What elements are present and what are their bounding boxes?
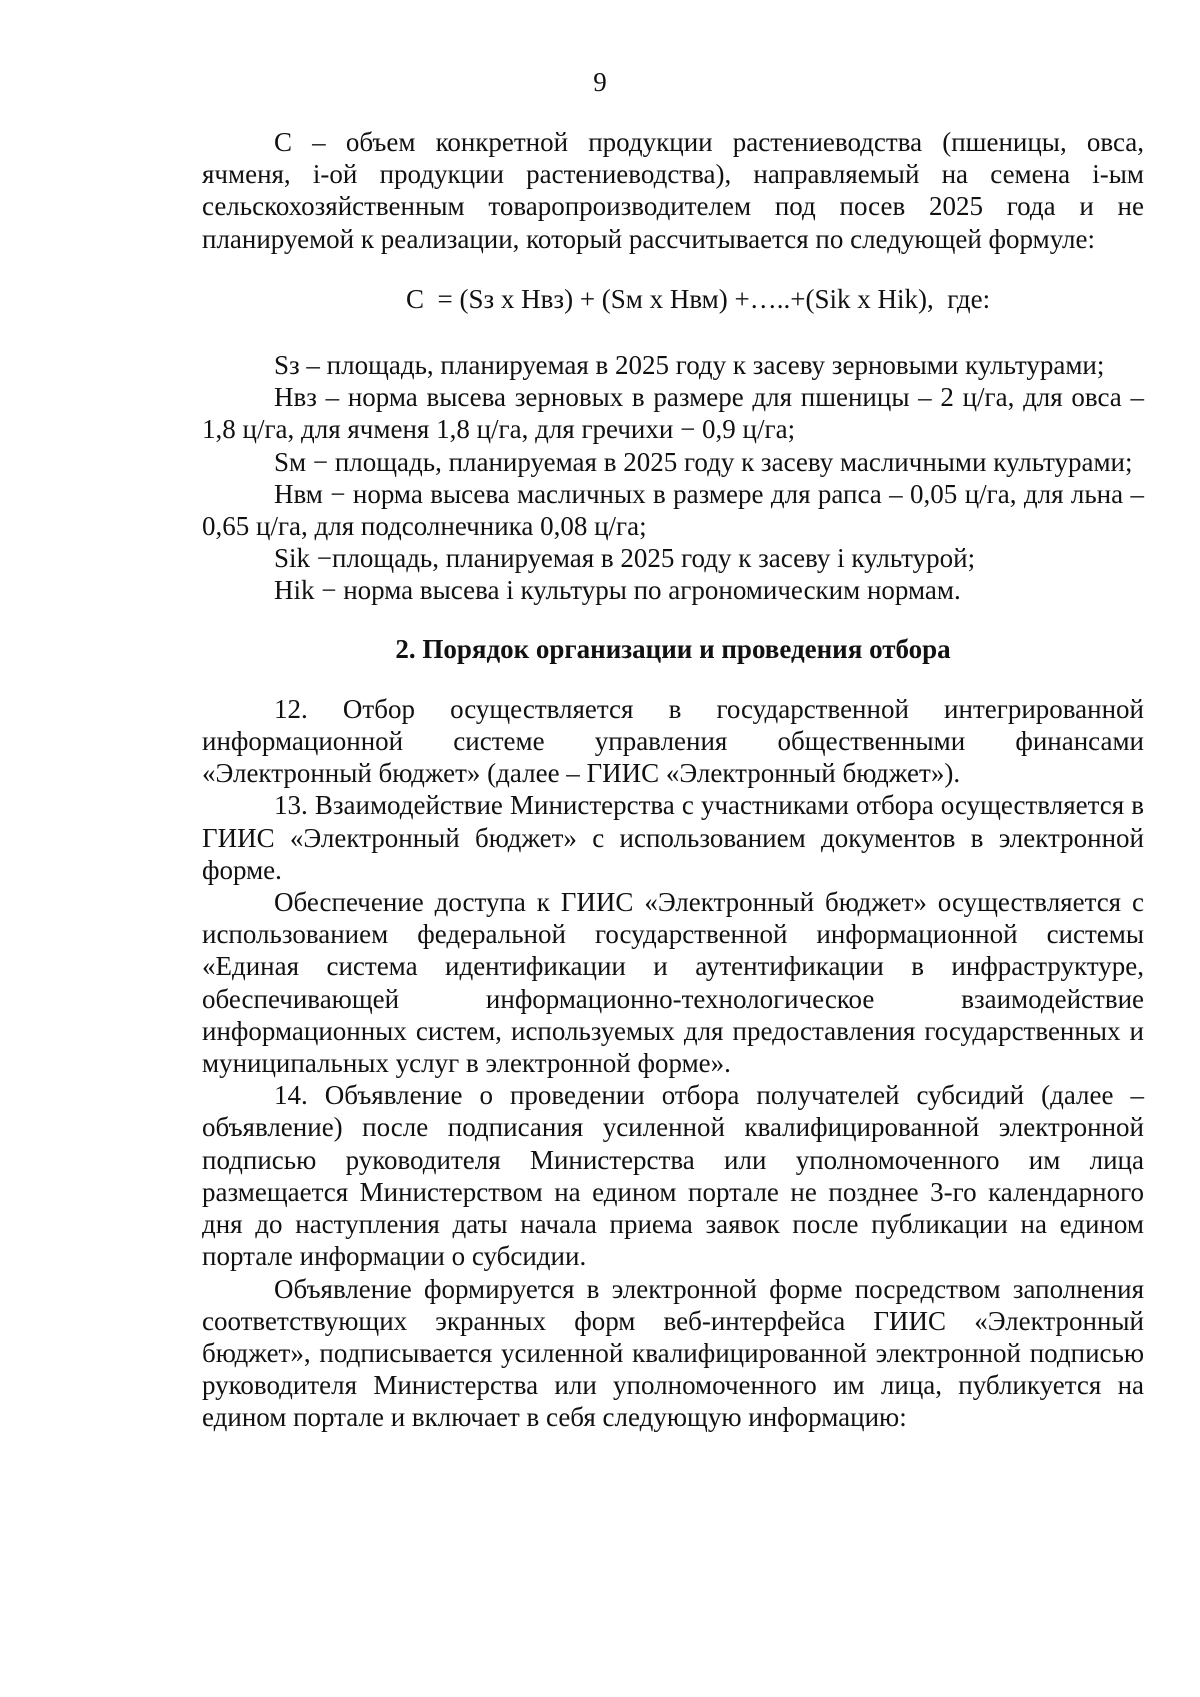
document-body <box>202 126 1144 1434</box>
paragraph-announcement: Объявление формируется в электронной форме посредством заполнения соответствующих экранных форм веб-интерфейса ГИИС «Электронный бюджет», подписывается усиленной квалифицированной электронной подписью руководителя Министерства или уполномоченного им лица, публикуется на едином портале и включает в себя следующую информацию: <box>202 1273 1144 1433</box>
definition-nvz: Нвз – норма высева зерновых в размере для пшеницы – 2 ц/га, для овса – 1,8 ц/га, для ячменя 1,8 ц/га, для гречихи − 0,9 ц/га; <box>202 382 1144 445</box>
formula: С = (Sз х Нвз) + (Sм х Нвм) +…..+(Sik х Нik), где: <box>406 283 991 314</box>
section-heading: 2. Порядок организации и проведения отбора <box>395 633 951 664</box>
definition-sik: Sik −площадь, планируемая в 2025 году к засеву i культурой; <box>274 543 976 574</box>
definition-nvm: Нвм − норма высева масличных в размере для рапса – 0,05 ц/га, для льна – 0,65 ц/га, для подсолнечника 0,08 ц/га; <box>202 478 1144 542</box>
paragraph-c-definition: С – объем конкретной продукции растениеводства (пшеницы, овса, ячменя, i-ой продукции растениеводства), направляемый на семена i-ым сельскохозяйственным товаропроизводителем под посев 2025 года и не планируемой к реализации, который рассчитывается по следующей формуле: <box>202 127 1144 254</box>
definition-sm: Sм − площадь, планируемая в 2025 году к засеву масличными культурами; <box>274 446 1133 477</box>
paragraph-14: 14. Объявление о проведении отбора получателей субсидий (далее – объявление) после подписания усиленной квалифицированной электронной подписью руководителя Министерства или уполномоченного им лица размещается Министерством на едином портале не позднее 3-го календарного дня до наступления даты начала приема заявок после публикации на едином портале информации о субсидии. <box>202 1080 1144 1272</box>
paragraph-access: Обеспечение доступа к ГИИС «Электронный бюджет» осуществляется с использованием федеральной государственной информационной системы «Единая система идентификации и аутентификации в инфраструктуре, обеспечивающей информационно-технологическое взаимодействие информационных систем, используемых для предоставления государственных и муниципальных услуг в электронной форме». <box>202 887 1144 1079</box>
paragraph-12: 12. Отбор осуществляется в государственной интегрированной информационной системе управления общественными финансами «Электронный бюджет» (далее – ГИИС «Электронный бюджет»). <box>202 693 1144 789</box>
page-number: 9 <box>593 67 607 97</box>
paragraph-13: 13. Взаимодействие Министерства с участниками отбора осуществляется в ГИИС «Электронный бюджет» с использованием документов в электронной форме. <box>202 790 1144 885</box>
definition-sz: Sз – площадь, планируемая в 2025 году к засеву зерновыми культурами; <box>274 350 1105 381</box>
definition-nik: Нik − норма высева i культуры по агрономическим нормам. <box>274 575 961 606</box>
